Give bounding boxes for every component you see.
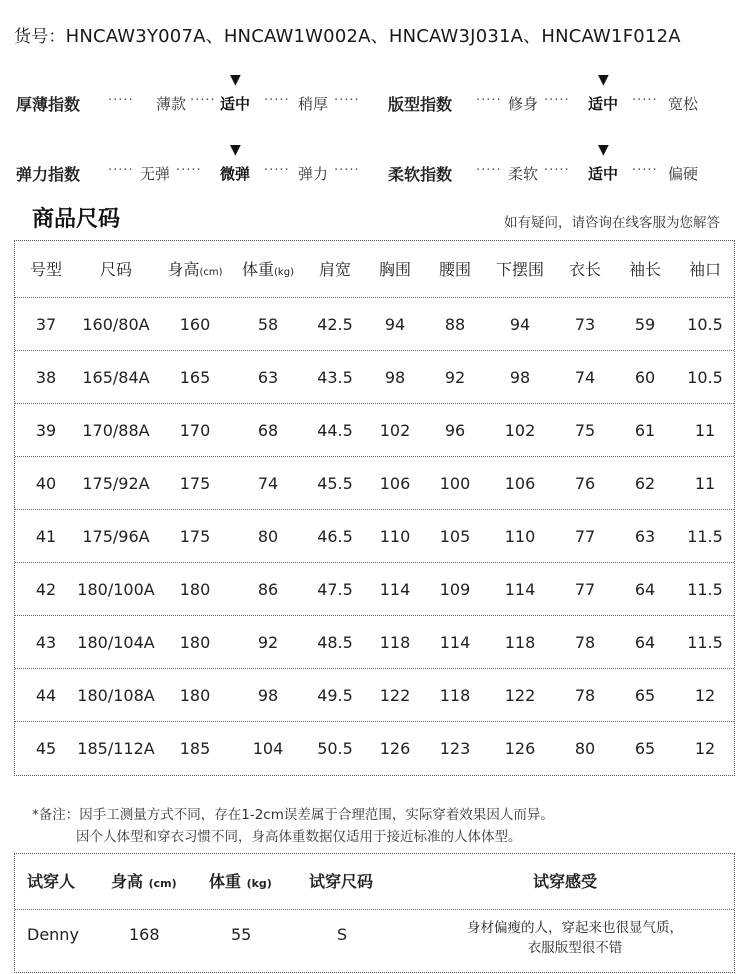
fit-option-slim: 修身 [508, 95, 539, 113]
tester-weight: 55 [231, 925, 252, 944]
cell-size: 180/108A [77, 686, 155, 705]
header-sleeve: 袖长 [628, 260, 661, 279]
cell-chest: 114 [379, 580, 411, 599]
cell-waist: 109 [439, 580, 471, 599]
dots: ····· [108, 93, 134, 108]
cell-cuff: 11.5 [687, 580, 723, 599]
cell-size: 165/84A [82, 368, 150, 387]
cell-shoulder: 42.5 [317, 315, 353, 334]
cell-height: 180 [179, 580, 211, 599]
cell-weight: 68 [257, 421, 279, 440]
cell-model: 44 [35, 686, 57, 705]
cell-waist: 100 [439, 474, 471, 493]
header-height: 身高(cm) [167, 260, 223, 279]
sku-line [14, 22, 681, 48]
header-cuff: 袖口 [688, 260, 721, 279]
header-tester-height: 身高 (cm) [111, 872, 177, 891]
cell-height: 185 [179, 739, 211, 758]
tester-size: S [337, 925, 348, 944]
size-table-header [15, 241, 734, 298]
thickness-index-label: 厚薄指数 [16, 95, 81, 114]
selected-marker-icon: ▼ [230, 142, 241, 158]
try-on-row [15, 910, 734, 974]
header-length: 衣长 [568, 260, 601, 279]
selected-marker-icon: ▼ [598, 72, 609, 88]
dots: ····· [176, 163, 202, 178]
cell-weight: 63 [257, 368, 279, 387]
header-chest: 胸围 [378, 260, 411, 279]
cell-height: 160 [179, 315, 211, 334]
elasticity-option-none: 无弹 [140, 165, 171, 183]
thickness-option-thin: 薄款 [156, 95, 187, 113]
cell-cuff: 10.5 [687, 315, 723, 334]
cell-sleeve: 65 [634, 686, 656, 705]
header-tester-size: 试穿尺码 [309, 872, 374, 891]
cell-shoulder: 47.5 [317, 580, 353, 599]
cell-length: 74 [574, 368, 596, 387]
cell-chest: 122 [379, 686, 411, 705]
header-hem: 下摆围 [495, 260, 544, 279]
elasticity-option-stretch: 弹力 [298, 165, 329, 183]
header-waist: 腰围 [438, 260, 471, 279]
dots: ····· [190, 93, 216, 108]
dots: ····· [264, 93, 290, 108]
cell-length: 78 [574, 633, 596, 652]
cell-model: 39 [35, 421, 57, 440]
selected-marker-icon: ▼ [230, 72, 241, 88]
cell-cuff: 12 [694, 739, 716, 758]
cell-size: 180/100A [77, 580, 155, 599]
cell-model: 43 [35, 633, 57, 652]
cell-height: 175 [179, 527, 211, 546]
dots: ····· [476, 163, 502, 178]
cell-cuff: 11.5 [687, 527, 723, 546]
cell-height: 180 [179, 686, 211, 705]
cell-length: 73 [574, 315, 596, 334]
tester-feeling [425, 918, 725, 958]
cell-height: 180 [179, 633, 211, 652]
softness-option-soft: 柔软 [508, 165, 539, 183]
tester-height: 168 [129, 925, 160, 944]
header-tester-feeling: 试穿感受 [533, 872, 598, 891]
dots: ····· [544, 93, 570, 108]
cell-model: 37 [35, 315, 57, 334]
cell-size: 160/80A [82, 315, 150, 334]
cell-size: 175/92A [82, 474, 150, 493]
cell-hem: 98 [509, 368, 531, 387]
cell-length: 78 [574, 686, 596, 705]
table-row [15, 298, 734, 351]
table-row [15, 510, 734, 563]
cell-waist: 92 [444, 368, 466, 387]
cell-waist: 118 [439, 686, 471, 705]
cell-model: 38 [35, 368, 57, 387]
cell-hem: 110 [504, 527, 536, 546]
table-row [15, 669, 734, 722]
cell-hem: 94 [509, 315, 531, 334]
elasticity-index-label: 弹力指数 [16, 165, 81, 184]
cell-length: 76 [574, 474, 596, 493]
cell-sleeve: 59 [634, 315, 656, 334]
header-model: 号型 [29, 260, 62, 279]
size-section-title: 商品尺码 [32, 207, 121, 232]
cell-shoulder: 44.5 [317, 421, 353, 440]
thickness-option-thick: 稍厚 [298, 95, 329, 113]
table-row [15, 722, 734, 775]
cell-weight: 80 [257, 527, 279, 546]
header-shoulder: 肩宽 [318, 260, 351, 279]
cell-sleeve: 62 [634, 474, 656, 493]
sku-codes: HNCAW3Y007A、HNCAW1W002A、HNCAW3J031A、HNCAW1F012A [65, 26, 681, 47]
table-row [15, 351, 734, 404]
cell-chest: 98 [384, 368, 406, 387]
header-tester-weight: 体重 (kg) [209, 872, 272, 891]
dots: ····· [264, 163, 290, 178]
softness-index-label: 柔软指数 [388, 165, 453, 184]
elasticity-option-slight: 微弹 [220, 165, 251, 183]
cell-height: 175 [179, 474, 211, 493]
cell-height: 165 [179, 368, 211, 387]
cell-length: 77 [574, 527, 596, 546]
table-row [15, 404, 734, 457]
cell-hem: 118 [504, 633, 536, 652]
thickness-option-medium: 适中 [220, 95, 251, 113]
cell-sleeve: 61 [634, 421, 656, 440]
cell-sleeve: 60 [634, 368, 656, 387]
cell-chest: 106 [379, 474, 411, 493]
cell-waist: 114 [439, 633, 471, 652]
cell-length: 75 [574, 421, 596, 440]
cell-sleeve: 64 [634, 580, 656, 599]
cell-hem: 102 [504, 421, 536, 440]
softness-option-stiff: 偏硬 [668, 165, 699, 183]
header-weight: 体重(kg) [242, 260, 294, 279]
fit-index-label: 版型指数 [388, 95, 453, 114]
fit-option-loose: 宽松 [668, 95, 699, 113]
header-tester: 试穿人 [27, 872, 76, 891]
cell-weight: 58 [257, 315, 279, 334]
try-on-table-header [15, 854, 734, 910]
cell-model: 41 [35, 527, 57, 546]
cell-length: 80 [574, 739, 596, 758]
cell-chest: 118 [379, 633, 411, 652]
footnote-line-1: *备注：因手工测量方式不同，存在1-2cm误差属于合理范围，实际穿着效果因人而异。 [32, 807, 554, 823]
cell-shoulder: 50.5 [317, 739, 353, 758]
cell-chest: 110 [379, 527, 411, 546]
cell-cuff: 11 [694, 474, 716, 493]
size-table [14, 240, 735, 776]
dots: ····· [544, 163, 570, 178]
cell-waist: 96 [444, 421, 466, 440]
table-row [15, 563, 734, 616]
cell-sleeve: 63 [634, 527, 656, 546]
cell-shoulder: 45.5 [317, 474, 353, 493]
index-row-1 [0, 72, 750, 120]
cell-size: 175/96A [82, 527, 150, 546]
index-row-2 [0, 142, 750, 190]
tester-name: Denny [27, 925, 79, 944]
dots: ····· [632, 93, 658, 108]
softness-option-medium: 适中 [588, 165, 619, 183]
cell-size: 170/88A [82, 421, 150, 440]
footnote-line-2: 因个人体型和穿衣习惯不同，身高体重数据仅适用于接近标准的人体体型。 [76, 829, 522, 845]
cell-model: 42 [35, 580, 57, 599]
cell-chest: 126 [379, 739, 411, 758]
size-section-note: 如有疑问，请咨询在线客服为您解答 [504, 215, 720, 231]
dots: ····· [632, 163, 658, 178]
cell-model: 40 [35, 474, 57, 493]
cell-hem: 106 [504, 474, 536, 493]
cell-sleeve: 64 [634, 633, 656, 652]
cell-weight: 98 [257, 686, 279, 705]
dots: ····· [334, 163, 360, 178]
cell-height: 170 [179, 421, 211, 440]
tester-feeling-line-1: 身材偏瘦的人，穿起来也很显气质， [467, 920, 683, 936]
cell-shoulder: 48.5 [317, 633, 353, 652]
cell-chest: 102 [379, 421, 411, 440]
cell-cuff: 11 [694, 421, 716, 440]
dots: ····· [476, 93, 502, 108]
tester-feeling-line-2: 衣服版型很不错 [527, 940, 623, 956]
dots: ····· [334, 93, 360, 108]
cell-chest: 94 [384, 315, 406, 334]
cell-sleeve: 65 [634, 739, 656, 758]
sku-label: 货号： [14, 27, 66, 47]
cell-weight: 104 [252, 739, 284, 758]
cell-weight: 74 [257, 474, 279, 493]
dots: ····· [108, 163, 134, 178]
cell-length: 77 [574, 580, 596, 599]
cell-hem: 122 [504, 686, 536, 705]
cell-weight: 86 [257, 580, 279, 599]
cell-shoulder: 49.5 [317, 686, 353, 705]
fit-option-medium: 适中 [588, 95, 619, 113]
cell-size: 185/112A [77, 739, 155, 758]
header-size: 尺码 [99, 260, 132, 279]
cell-waist: 123 [439, 739, 471, 758]
cell-model: 45 [35, 739, 57, 758]
cell-waist: 88 [444, 315, 466, 334]
cell-cuff: 12 [694, 686, 716, 705]
cell-hem: 114 [504, 580, 536, 599]
cell-weight: 92 [257, 633, 279, 652]
cell-hem: 126 [504, 739, 536, 758]
cell-cuff: 10.5 [687, 368, 723, 387]
table-row [15, 457, 734, 510]
cell-waist: 105 [439, 527, 471, 546]
table-row [15, 616, 734, 669]
try-on-table [14, 853, 735, 973]
cell-shoulder: 46.5 [317, 527, 353, 546]
cell-cuff: 11.5 [687, 633, 723, 652]
cell-size: 180/104A [77, 633, 155, 652]
cell-shoulder: 43.5 [317, 368, 353, 387]
selected-marker-icon: ▼ [598, 142, 609, 158]
